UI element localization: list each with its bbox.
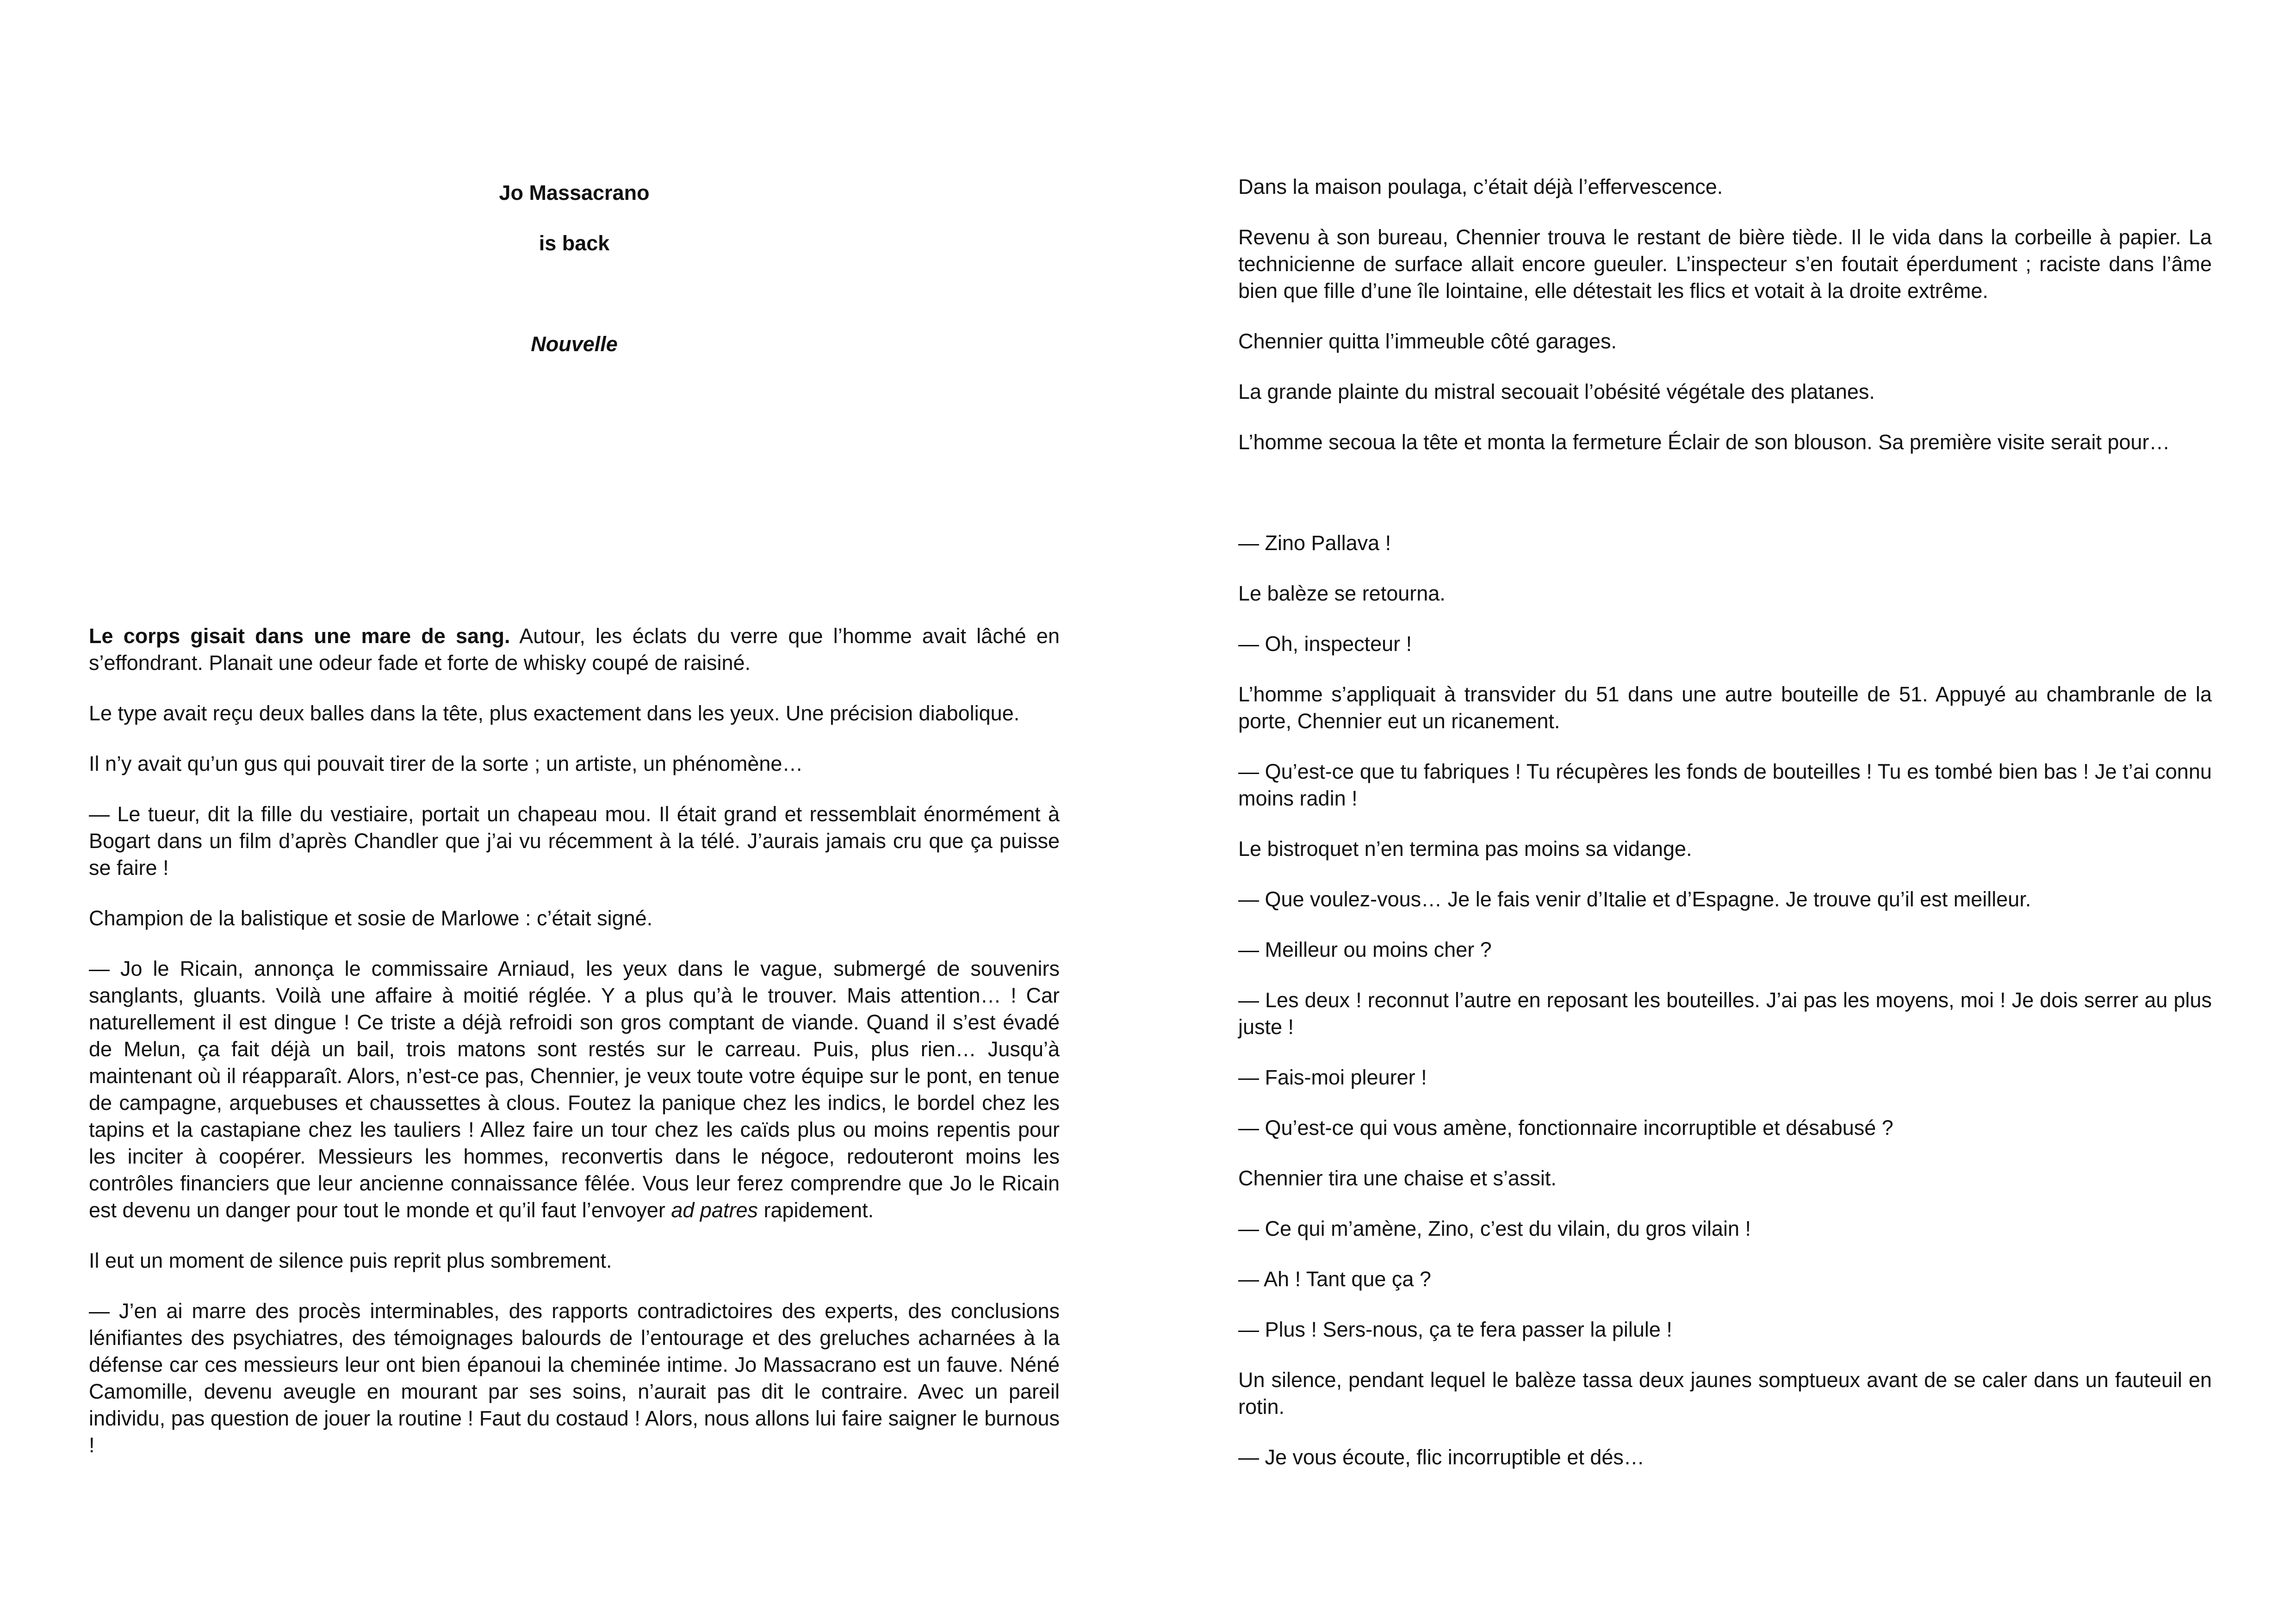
genre-label: Nouvelle (531, 332, 618, 356)
right-column-text (1238, 173, 2212, 1494)
paragraph: — Qu’est-ce qui vous amène, fonctionnaire incorruptible et désabusé ? (1238, 1116, 1893, 1140)
paragraph-text: — Jo le Ricain, annonça le commissaire Arniaud, les yeux dans le vague, submergé de souvenirs sanglants, gluants. Voilà une affaire à moitié réglée. Y a plus qu’à le trouver. Mais attention… ! Car naturellement il est dingue ! Ce triste a déjà refroidi son gros comptant de viande. Quand il s’est évadé de Melun, ça fait déjà un bail, trois matons sont restés sur le carreau. Puis, plus rien… Jusqu’à maintenant où il réapparaît. Alors, n’est-ce pas, Chennier, je veux toute votre équipe sur le pont, en tenue de campagne, arquebuses et chaussettes à clous. Foutez la panique chez les indics, le bordel chez les tapins et la castapiane chez les tauliers ! Allez faire un tour chez les caïds plus ou moins repentis pour les inciter à coopérer. Messieurs les hommes, reconvertis dans le négoce, redouteront moins les contrôles financiers que leur ancienne connaissance fêlée. Vous leur ferez comprendre que Jo le Ricain est devenu un danger pour tout le monde et qu’il faut l’envoyer (89, 957, 1060, 1222)
paragraph: — Que voulez-vous… Je le fais venir d’Italie et d’Espagne. Je trouve qu’il est meilleur. (1238, 887, 2031, 911)
title-block (89, 180, 1060, 358)
paragraph: — Les deux ! reconnut l’autre en reposant les bouteilles. J’ai pas les moyens, moi ! Je dois serrer au plus juste ! (1238, 988, 2212, 1039)
paragraph: Dans la maison poulaga, c’était déjà l’effervescence. (1238, 175, 1723, 198)
paragraph: — Ce qui m’amène, Zino, c’est du vilain, du gros vilain ! (1238, 1217, 1751, 1240)
paragraph: — Qu’est-ce que tu fabriques ! Tu récupères les fonds de bouteilles ! Tu es tombé bien bas ! Je t’ai connu moins radin ! (1238, 760, 2212, 810)
paragraph: — J’en ai marre des procès interminables, des rapports contradictoires des experts, des conclusions lénifiantes des psychiatres, des témoignages balourds de l’entourage et des greluches acharnées à la défense car ces messieurs leur ont bien épanoui la cheminée intime. Jo Massacrano est un fauve. Néné Camomille, devenu aveugle en mourant par ses soins, n’aurait pas dit le contraire. Avec un pareil individu, pas question de jouer la routine ! Faut du costaud ! Alors, nous allons lui faire saigner le burnous ! (89, 1299, 1060, 1457)
paragraph: — Le tueur, dit la fille du vestiaire, portait un chapeau mou. Il était grand et ressemblait énormément à Bogart dans un film d’après Chandler que j’ai vu récemment à la télé. J’aurais jamais cru que ça puisse se faire ! (89, 802, 1060, 880)
paragraph: Le bistroquet n’en termina pas moins sa vidange. (1238, 837, 1692, 861)
paragraph: Il n’y avait qu’un gus qui pouvait tirer de la sorte ; un artiste, un phénomène… (89, 752, 803, 775)
paragraph: — Meilleur ou moins cher ? (1238, 938, 1492, 961)
paragraph: — Je vous écoute, flic incorruptible et dés… (1238, 1445, 1644, 1469)
paragraph: Un silence, pendant lequel le balèze tassa deux jaunes somptueux avant de se caler dans un fauteuil en rotin. (1238, 1368, 2212, 1419)
paragraph: Chennier tira une chaise et s’assit. (1238, 1166, 1557, 1190)
paragraph: Chennier quitta l’immeuble côté garages. (1238, 329, 1617, 353)
title-line-2: is back (539, 231, 610, 255)
paragraph-text: rapidement. (757, 1198, 874, 1222)
left-column-text (89, 623, 1060, 1482)
paragraph: Il eut un moment de silence puis reprit plus sombrement. (89, 1249, 612, 1272)
paragraph (89, 623, 1060, 676)
title-line-1: Jo Massacrano (499, 181, 650, 204)
paragraph (89, 955, 1060, 1224)
paragraph: — Plus ! Sers-nous, ça te fera passer la pilule ! (1238, 1318, 1672, 1341)
italic-phrase: ad patres (671, 1198, 758, 1222)
paragraph: — Ah ! Tant que ça ? (1238, 1267, 1431, 1291)
opening-sentence: Le corps gisait dans une mare de sang. (89, 624, 510, 648)
paragraph: Le balèze se retourna. (1238, 582, 1446, 605)
paragraph: Champion de la balistique et sosie de Marlowe : c’était signé. (89, 906, 653, 930)
paragraph: L’homme s’appliquait à transvider du 51 dans une autre bouteille de 51. Appuyé au chambranle de la porte, Chennier eut un ricanement. (1238, 682, 2212, 733)
paragraph: — Zino Pallava ! (1238, 531, 1391, 555)
paragraph: Le type avait reçu deux balles dans la tête, plus exactement dans les yeux. Une précision diabolique. (89, 701, 1020, 725)
paragraph: Revenu à son bureau, Chennier trouva le restant de bière tiède. Il le vida dans la corbeille à papier. La technicienne de surface allait encore gueuler. L’inspecteur s’en foutait éperdument ; raciste dans l’âme bien que fille d’une île lointaine, elle détestait les flics et votait à la droite extrême. (1238, 225, 2212, 303)
paragraph: — Fais-moi pleurer ! (1238, 1065, 1427, 1089)
paragraph: — Oh, inspecteur ! (1238, 632, 1412, 656)
paragraph: La grande plainte du mistral secouait l’obésité végétale des platanes. (1238, 380, 1875, 403)
paragraph: L’homme secoua la tête et monta la fermeture Éclair de son blouson. Sa première visite serait pour… (1238, 430, 2170, 454)
paragraph-text: Autour, les éclats du verre que l’homme avait lâché en s’effondrant. Planait une odeur fade et forte de whisky coupé de raisiné. (89, 624, 1060, 675)
